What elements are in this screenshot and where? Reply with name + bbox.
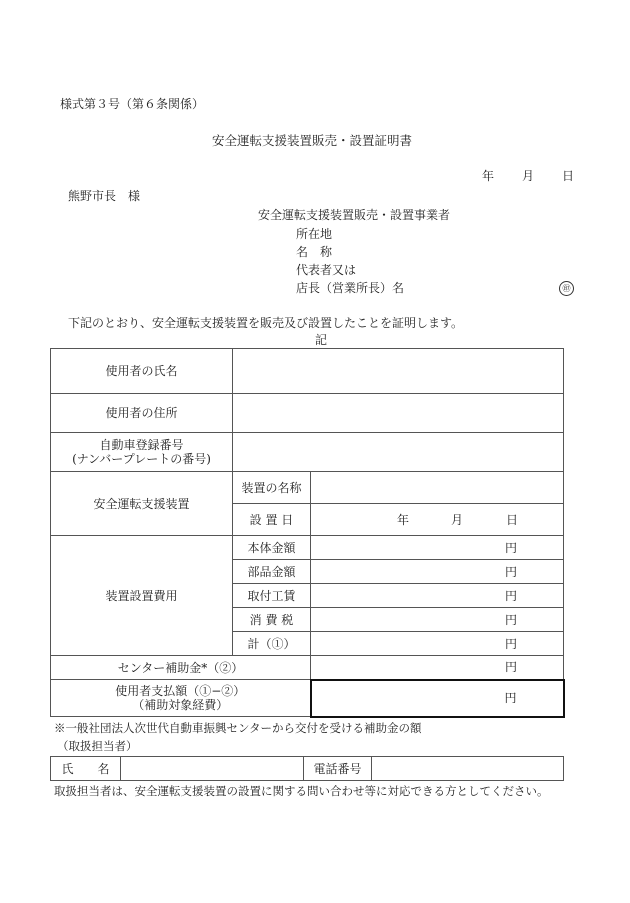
parts-price-field[interactable]: 円 xyxy=(311,560,564,584)
address-label: 所在地 xyxy=(296,227,333,241)
form-number: 様式第３号（第６条関係） xyxy=(60,97,205,111)
business-heading: 安全運転支援装置販売・設置事業者 xyxy=(258,208,451,222)
seal-mark: ㊞ xyxy=(559,281,574,296)
body-price-label: 本体金額 xyxy=(233,536,311,560)
user-address-label: 使用者の住所 xyxy=(51,394,233,433)
footnote: ※一般社団法人次世代自動車振興センターから交付を受ける補助金の額 xyxy=(54,721,422,735)
total-field[interactable]: 円 xyxy=(311,632,564,656)
registration-number-line1: 自動車登録番号 xyxy=(99,438,184,452)
addressee: 熊野市長 様 xyxy=(68,189,141,203)
install-month-label: 月 xyxy=(451,512,464,527)
install-date-field[interactable] xyxy=(311,504,564,536)
user-payment-label xyxy=(51,680,311,717)
table-row xyxy=(51,536,564,560)
issue-date xyxy=(482,169,582,183)
labor-cost-field[interactable]: 円 xyxy=(311,584,564,608)
company-name-label: 名 称 xyxy=(296,245,333,259)
total-label: 計（①） xyxy=(233,632,311,656)
handler-table xyxy=(50,756,564,781)
labor-cost-label: 取付工賃 xyxy=(233,584,311,608)
install-date-label: 設 置 日 xyxy=(233,504,311,536)
body-price-field[interactable]: 円 xyxy=(311,536,564,560)
device-label: 安全運転支援装置 xyxy=(51,472,233,536)
table-row xyxy=(51,757,564,781)
user-payment-line1: 使用者支払額（①−②） xyxy=(115,684,246,698)
date-day-label: 日 xyxy=(562,169,575,183)
date-year-label: 年 xyxy=(482,169,495,183)
installation-cost-label: 装置設置費用 xyxy=(51,536,233,656)
table-row xyxy=(51,656,564,680)
install-day-label: 日 xyxy=(506,512,519,527)
subsidy-label: センター補助金*（②） xyxy=(51,656,311,680)
date-month-label: 月 xyxy=(522,169,535,183)
user-name-label: 使用者の氏名 xyxy=(51,349,233,394)
registration-number-line2: (ナンバープレートの番号) xyxy=(72,452,211,466)
install-year-label: 年 xyxy=(397,512,410,527)
representative-label: 代表者又は xyxy=(296,263,357,277)
consumption-tax-label: 消 費 税 xyxy=(233,608,311,632)
table-row xyxy=(51,349,564,394)
parts-price-label: 部品金額 xyxy=(233,560,311,584)
consumption-tax-field[interactable]: 円 xyxy=(311,608,564,632)
table-row xyxy=(51,394,564,433)
certificate-table xyxy=(50,348,565,718)
device-name-label: 装置の名称 xyxy=(233,472,311,504)
phone-number-field[interactable] xyxy=(372,757,564,781)
phone-number-label: 電話番号 xyxy=(304,757,372,781)
user-payment-line2: （補助対象経費） xyxy=(132,698,229,712)
store-manager-label: 店長（営業所長）名 xyxy=(296,281,405,295)
table-row xyxy=(51,433,564,472)
ki-label: 記 xyxy=(315,333,328,347)
user-address-field[interactable] xyxy=(233,394,564,433)
table-row xyxy=(51,472,564,504)
registration-number-field[interactable] xyxy=(233,433,564,472)
registration-number-label xyxy=(51,433,233,472)
table-row xyxy=(51,680,564,717)
handler-heading: （取扱担当者） xyxy=(57,739,138,753)
document-title: 安全運転支援装置販売・設置証明書 xyxy=(212,133,413,148)
user-name-field[interactable] xyxy=(233,349,564,394)
device-name-field[interactable] xyxy=(311,472,564,504)
subsidy-field[interactable]: 円 xyxy=(311,656,564,680)
intro-text: 下記のとおり、安全運転支援装置を販売及び設置したことを証明します。 xyxy=(68,316,464,330)
handler-name-field[interactable] xyxy=(121,757,304,781)
closing-note: 取扱担当者は、安全運転支援装置の設置に関する問い合わせ等に対応できる方としてください。 xyxy=(54,784,549,798)
user-payment-field[interactable]: 円 xyxy=(311,680,564,717)
handler-name-label: 氏 名 xyxy=(51,757,121,781)
